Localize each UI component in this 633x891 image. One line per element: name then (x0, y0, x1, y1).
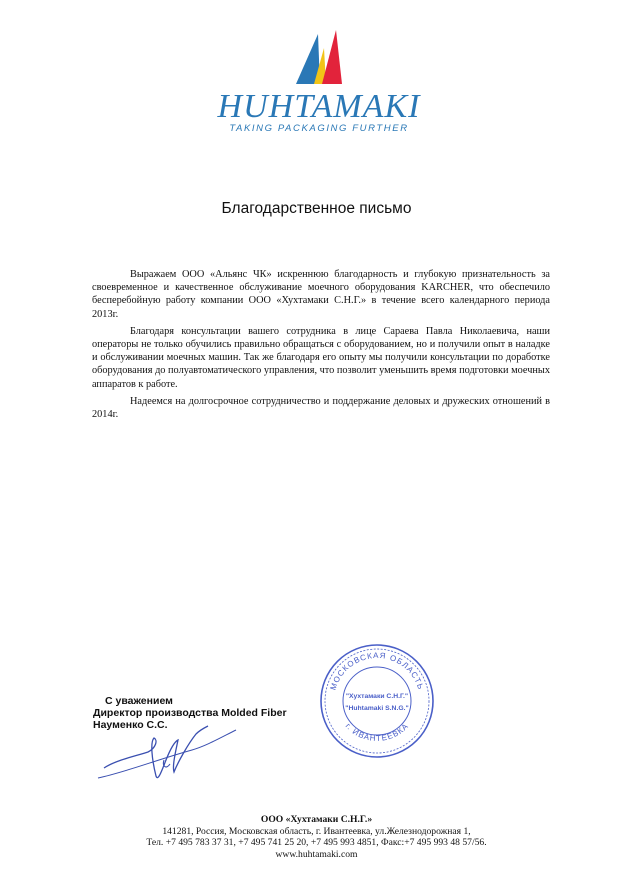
footer-website[interactable]: www.huhtamaki.com (275, 848, 358, 860)
letterhead-footer (0, 814, 633, 860)
stamp-outer-text: МОСКОВСКАЯ ОБЛАСТЬ (328, 650, 426, 692)
logo-tagline: TAKING PACKAGING FURTHER (229, 123, 409, 134)
handwritten-signature (96, 720, 246, 790)
logo-wordmark: HUHTAMAKI (217, 88, 421, 125)
letter-body (92, 268, 550, 425)
paragraph: Выражаем ООО «Альянс ЧК» искреннюю благодарность и глубокую признательность за своевременное и качественное обслуживание моечного оборудования KARCHER, что обеспечило бесперебойную работу компании ООО «Хухтамаки С.Н.Г.» в течение всего календарного периода 2013г. (92, 269, 550, 320)
footer-phones: Тел. +7 495 783 37 31, +7 495 741 25 20, +7 495 993 4851, Факс:+7 495 993 48 57/56. (146, 837, 487, 849)
stamp-line-en: "Huhtamaki S.N.G." (345, 705, 409, 712)
company-logo (204, 28, 434, 136)
stamp-bottom-text: г. ИВАНТЕЕВКА (343, 721, 411, 744)
closing: С уважением (105, 695, 173, 707)
paragraph: Надеемся на долгосрочное сотрудничество и поддержание деловых и дружеских отношений в 2014г. (92, 395, 550, 421)
sail-icon (292, 28, 352, 88)
stamp-line-ru: "Хухтамаки С.Н.Г." (345, 693, 409, 700)
footer-address: 141281, Россия, Московская область, г. Ивантеевка, ул.Железнодорожная 1, (162, 825, 471, 837)
footer-company: ООО «Хухтамаки С.Н.Г.» (260, 814, 373, 825)
company-stamp (318, 642, 436, 760)
letter-title: Благодарственное письмо (221, 200, 412, 217)
signer-position: Директор производства Molded Fiber (93, 707, 287, 719)
signer-name: Науменко С.С. (93, 719, 168, 731)
svg-text:г. ИВАНТЕЕВКА (344, 721, 411, 743)
paragraph: Благодаря консультации вашего сотрудника в лице Сараева Павла Николаевича, наши операторы не только обучились правильно обращаться с оборудованием, но и получили опыт в наладке и обслуживании моечных машин. Так же благодаря его опыту мы получили консультации по доработке оборудования до полуавтоматического управления, что позволит уменьшить время подготовки моечных аппаратов к работе. (92, 325, 550, 390)
